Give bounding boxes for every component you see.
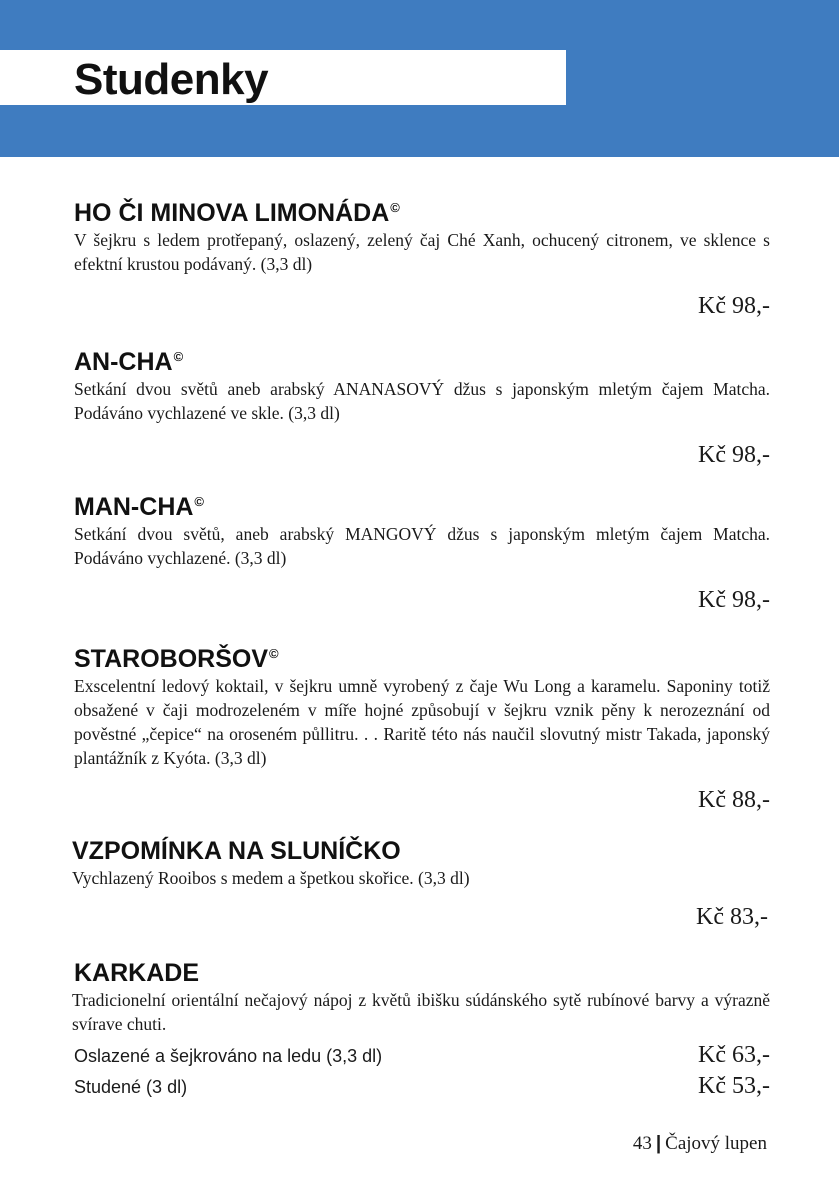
publication-name: Čajový lupen — [665, 1133, 767, 1154]
item-description: Setkání dvou světů, aneb arabský MANGOVÝ džus s japonským mletým čajem Matcha. Podáváno vychlazené. (3,3 dl) — [74, 524, 770, 568]
item-description: V šejkru s ledem protřepaný, oslazený, zelený čaj Ché Xanh, ochucený citronem, ve sklence s efektní krustou podávaný. (3,3 dl) — [74, 230, 770, 274]
item-name-text: HO ČI MINOVA LIMONÁDA — [74, 199, 390, 227]
page-title: Studenky — [74, 55, 269, 104]
item-price: Kč 98,- — [698, 442, 770, 468]
item-name — [74, 958, 770, 988]
menu-item — [74, 487, 770, 615]
item-name-text: KARKADE — [74, 959, 199, 987]
item-name — [74, 639, 770, 674]
item-name — [74, 487, 770, 522]
item-name-text: MAN-CHA — [74, 493, 194, 521]
item-name-text: STAROBORŠOV — [74, 645, 268, 673]
item-name-text: VZPOMÍNKA NA SLUNÍČKO — [72, 837, 401, 865]
item-name — [74, 193, 770, 228]
menu-item — [74, 958, 770, 1102]
copyright-mark: © — [390, 200, 400, 215]
copyright-mark: © — [173, 349, 184, 364]
item-price: Kč 83,- — [696, 904, 768, 930]
item-price: Kč 88,- — [698, 787, 770, 813]
variant-row — [74, 1071, 770, 1102]
variant-row — [74, 1040, 770, 1071]
variant-list — [74, 1040, 770, 1102]
item-price: Kč 98,- — [698, 293, 770, 319]
copyright-mark: © — [194, 494, 205, 509]
variant-label: Oslazené a šejkrováno na ledu (3,3 dl) — [74, 1046, 383, 1066]
variant-price: Kč 53,- — [698, 1073, 770, 1099]
menu-item — [74, 193, 770, 321]
copyright-mark: © — [269, 646, 279, 661]
menu-item — [74, 639, 770, 815]
menu-item — [74, 342, 770, 470]
item-description: Setkání dvou světů aneb arabský ANANASOVÝ džus s japonským mletým čajem Matcha. Podáváno vychlazené ve skle. (3,3 dl) — [74, 379, 770, 423]
item-name — [72, 836, 768, 866]
page-number: 43 — [632, 1133, 652, 1154]
item-description: Vychlazený Rooibos s medem a špetkou skořice. (3,3 dl) — [72, 868, 470, 888]
variant-label: Studené (3 dl) — [74, 1077, 188, 1097]
item-description: Tradicionelní orientální nečajový nápoj z květů ibišku súdánského sytě rubínové barvy a výrazně svírave chuti. — [72, 990, 770, 1034]
item-price: Kč 98,- — [698, 587, 770, 613]
menu-item — [72, 836, 768, 932]
page-footer — [633, 1131, 767, 1157]
variant-price: Kč 63,- — [698, 1042, 770, 1068]
item-description: Exscelentní ledový koktail, v šejkru umně vyrobený z čaje Wu Long a karamelu. Saponiny totiž obsažené v čaji modrozeleném v míře hojné způsobují v šejkru vznik pěny k nerozeznání od pověstné „čepice“ na oroseném půllitru. . . Raritě této nás naučil slovutný mistr Takada, japonský plantážník z Kyóta. (3,3 dl) — [74, 676, 770, 768]
item-name-text: AN-CHA — [74, 348, 173, 376]
item-name — [74, 342, 770, 377]
footer-separator: | — [655, 1133, 662, 1154]
